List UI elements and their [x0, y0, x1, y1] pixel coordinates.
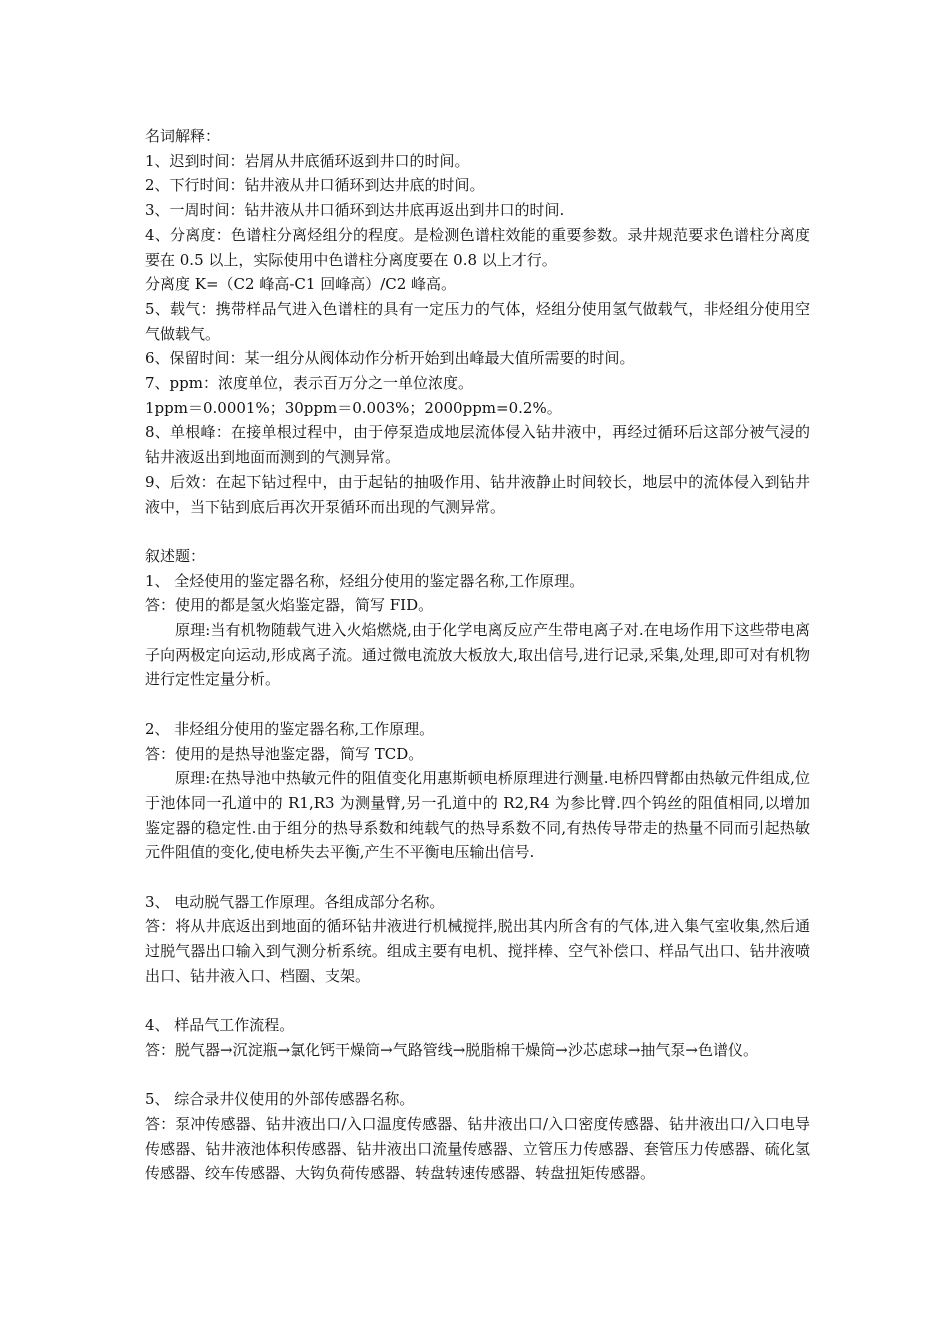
spacer: [145, 692, 810, 717]
answer-3: 答：将从井底返出到地面的循环钻井液进行机械搅拌,脱出其内所含有的气体,进入集气室收集,然后通过脱气器出口输入到气测分析系统。组成主要有电机、搅拌棒、空气补偿口、样品气出口、钻井液喷出口、钻井液入口、档圈、支架。: [145, 917, 810, 985]
definition-item: 1、迟到时间：岩屑从井底循环返到井口的时间。: [145, 151, 470, 170]
definition-item: 6、保留时间：某一组分从阀体动作分析开始到出峰最大值所需要的时间。: [145, 349, 635, 368]
spacer: [145, 865, 810, 890]
essay-heading: 叙述题：: [145, 546, 206, 565]
definition-item: 4、分离度：色谱柱分离烃组分的程度。是检测色谱柱效能的重要参数。录井规范要求色谱柱分离度要在 0.5 以上，实际使用中色谱柱分离度要在 0.8 以上才行。: [145, 225, 810, 269]
spacer: [145, 989, 810, 1014]
definition-item: 2、下行时间：钻井液从井口循环到达井底的时间。: [145, 176, 485, 195]
question-3: 3、 电动脱气器工作原理。各组成部分名称。: [145, 892, 445, 911]
question-5: 5、 综合录井仪使用的外部传感器名称。: [145, 1090, 415, 1109]
answer-1: 答：使用的都是氢火焰鉴定器，简写 FID。: [145, 596, 434, 615]
definition-item: 1ppm＝0.0001%；30ppm＝0.003%；2000ppm=0.2%。: [145, 398, 562, 417]
question-2: 2、 非烃组分使用的鉴定器名称,工作原理。: [145, 719, 435, 738]
spacer: [145, 519, 810, 544]
definitions-heading: 名词解释：: [145, 127, 221, 145]
answer-4: 答：脱气器→沉淀瓶→氯化钙干燥筒→气路管线→脱脂棉干燥筒→沙芯虑球→抽气泵→色谱仪。: [145, 1040, 758, 1059]
answer-2: 答：使用的是热导池鉴定器，简写 TCD。: [145, 744, 424, 763]
definition-item: 8、单根峰：在接单根过程中，由于停泵造成地层流体侵入钻井液中，再经过循环后这部分被气浸的钻井液返出到地面而测到的气测异常。: [145, 423, 810, 467]
answer-5: 答：泵冲传感器、钻井液出口/入口温度传感器、钻井液出口/入口密度传感器、钻井液出口/入口电导传感器、钻井液池体积传感器、钻井液出口流量传感器、立管压力传感器、套管压力传感器、硫化氢传感器、绞车传感器、大钩负荷传感器、转盘转速传感器、转盘扭矩传感器。: [145, 1115, 810, 1183]
definition-item: 7、ppm：浓度单位，表示百万分之一单位浓度。: [145, 374, 473, 393]
definition-item: 3、一周时间：钻井液从井口循环到达井底再返出到井口的时间.: [145, 201, 565, 220]
definition-item: 5、载气：携带样品气进入色谱柱的具有一定压力的气体，烃组分使用氢气做载气，非烃组分使用空气做载气。: [145, 299, 810, 343]
question-1: 1、 全烃使用的鉴定器名称，烃组分使用的鉴定器名称,工作原理。: [145, 571, 585, 590]
definition-item: 分离度 K=（C2 峰高-C1 回峰高）/C2 峰高。: [145, 275, 457, 294]
question-4: 4、 样品气工作流程。: [145, 1016, 295, 1035]
spacer: [145, 1063, 810, 1088]
principle-2: 原理:在热导池中热敏元件的阻值变化用惠斯顿电桥原理进行测量.电桥四臂都由热敏元件组成,位于池体同一孔道中的 R1,R3 为测量臂,另一孔道中的 R2,R4 为参比臂.四个钨丝的阻值相同,以增加鉴定器的稳定性.由于组分的热导系数和纯载气的热导系数不同,有热传导带走的热量不同而引起热敏元件阻值的变化,使电桥失去平衡,产生不平衡电压输出信号.: [145, 769, 810, 862]
principle-1: 原理:当有机物随载气进入火焰燃烧,由于化学电离反应产生带电离子对.在电场作用下这些带电离子向两极定向运动,形成离子流。通过微电流放大板放大,取出信号,进行记录,采集,处理,即可对有机物进行定性定量分析。: [145, 621, 810, 689]
document-page: [145, 124, 810, 1186]
definition-item: 9、后效：在起下钻过程中，由于起钻的抽吸作用、钻井液静止时间较长，地层中的流体侵入到钻井液中，当下钻到底后再次开泵循环而出现的气测异常。: [145, 472, 810, 516]
